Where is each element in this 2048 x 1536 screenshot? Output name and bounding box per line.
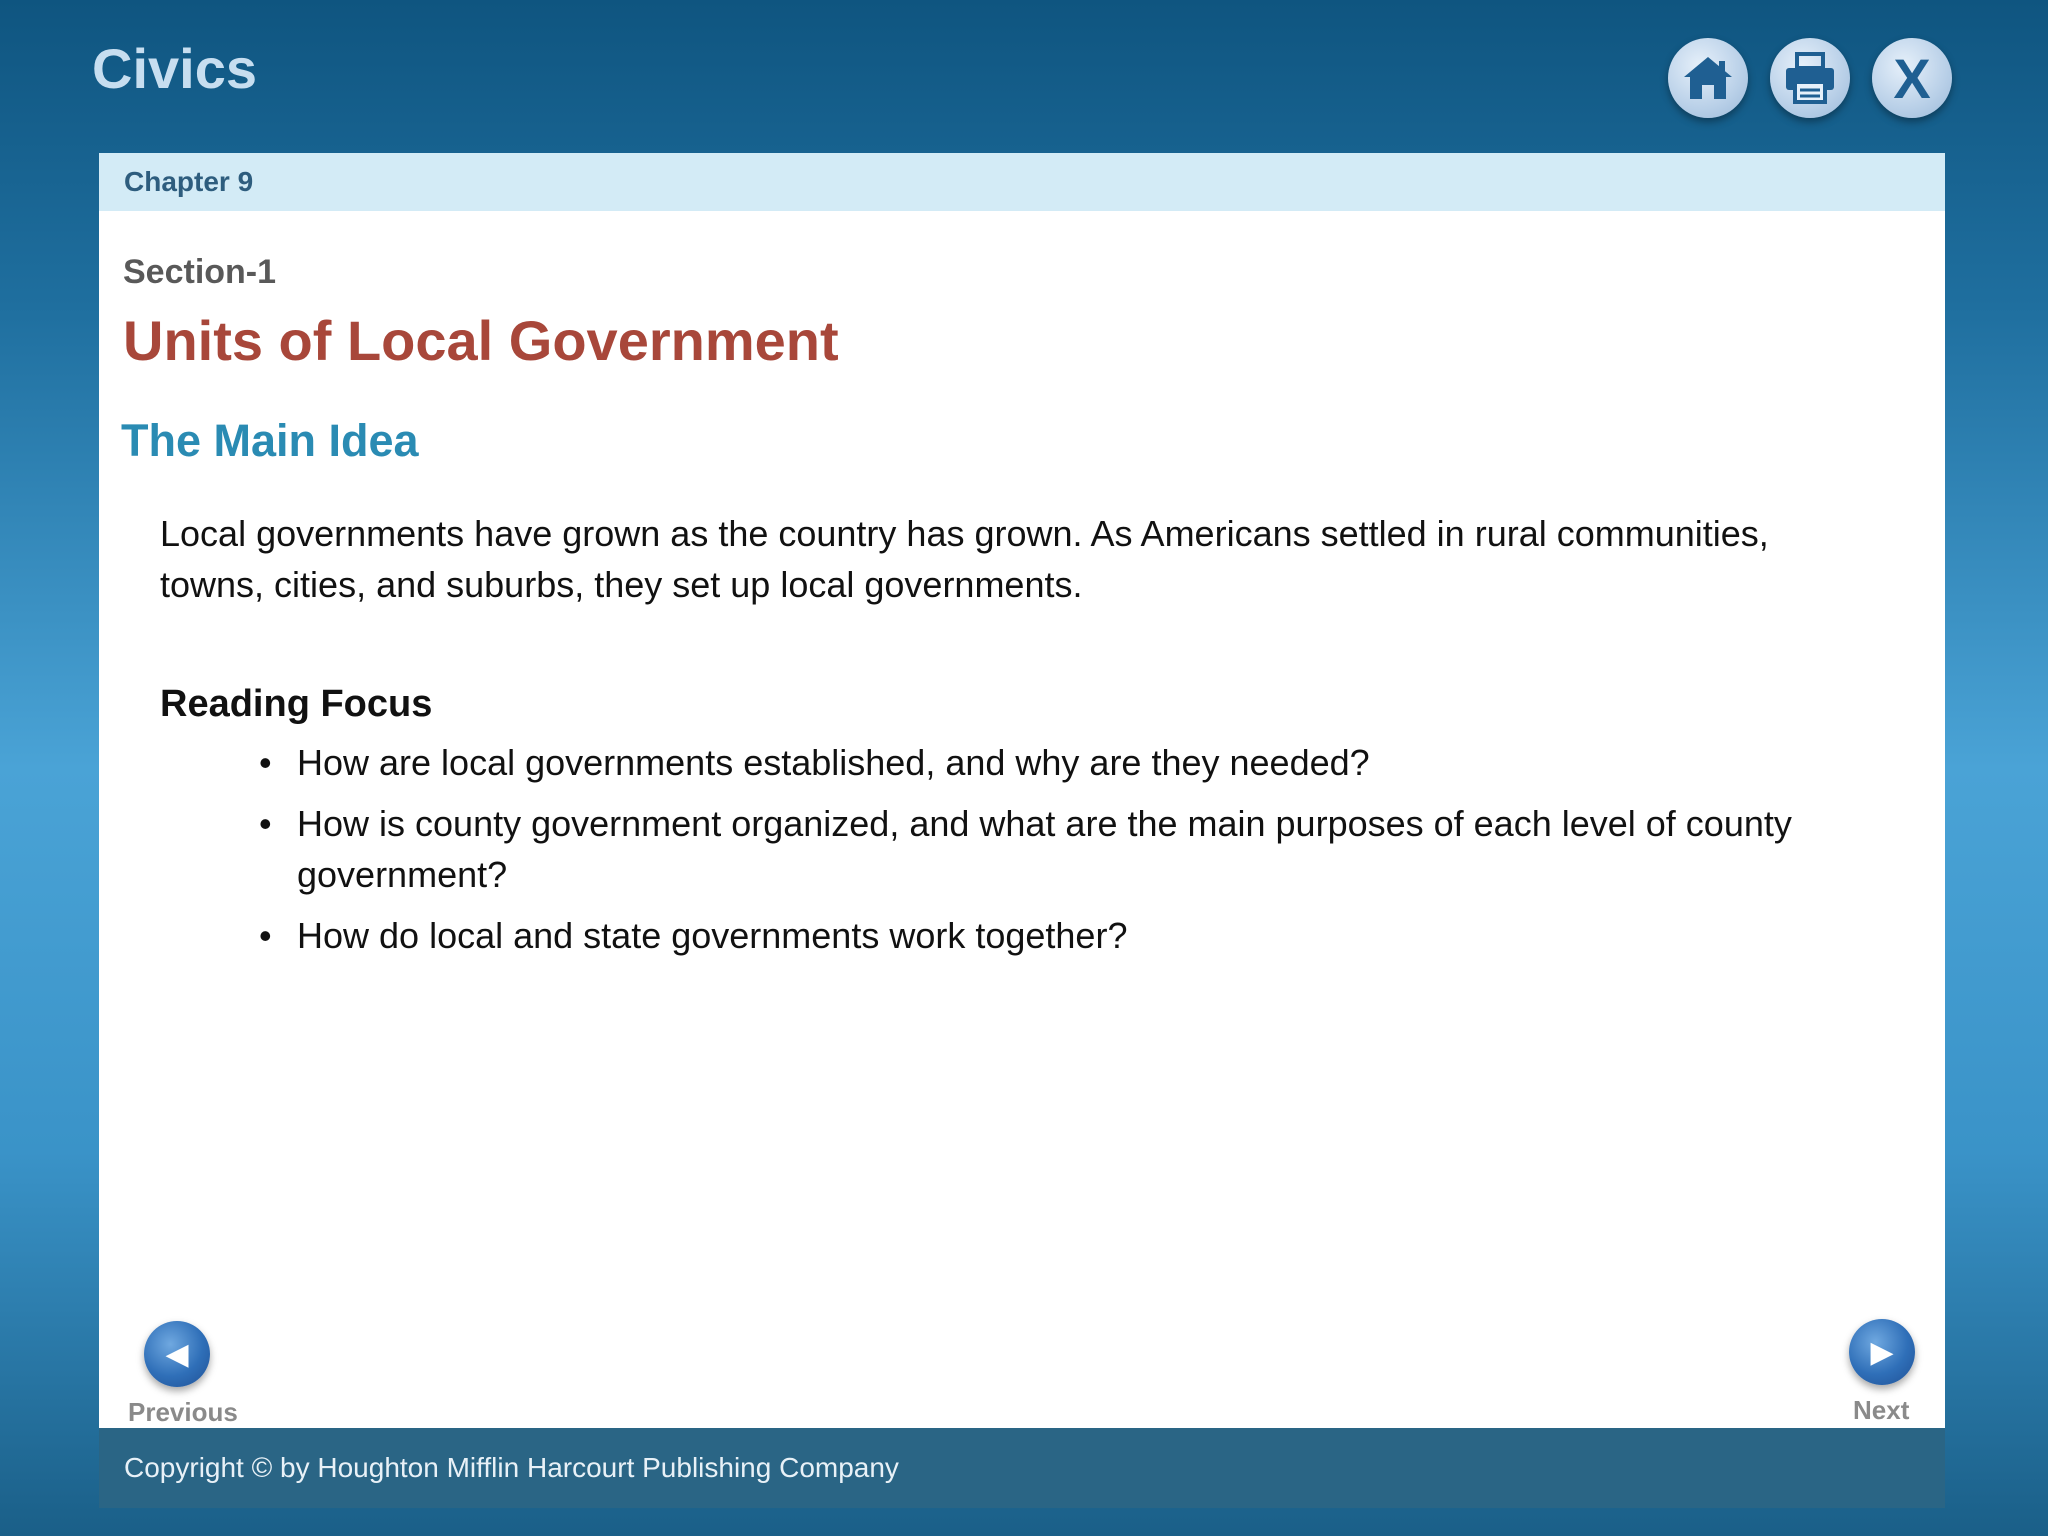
next-arrow-icon: ▶ — [1870, 1335, 1894, 1369]
next-button[interactable] — [1849, 1319, 1915, 1385]
bullet-icon: • — [259, 915, 272, 956]
next-label: Next — [1853, 1395, 1910, 1425]
main-idea-heading: The Main Idea — [121, 415, 419, 466]
chapter-bar — [99, 153, 1945, 211]
bullet-icon: • — [259, 742, 272, 783]
previous-arrow-icon: ◀ — [165, 1337, 189, 1371]
close-button[interactable] — [1872, 38, 1952, 118]
list-item — [259, 910, 1899, 961]
print-button[interactable] — [1770, 38, 1850, 118]
chapter-label: Chapter 9 — [124, 166, 254, 197]
app-title: Civics — [92, 37, 257, 100]
copyright-text: Copyright © by Houghton Mifflin Harcourt Publishing Company — [124, 1452, 899, 1483]
printer-icon — [1783, 52, 1837, 104]
home-button[interactable] — [1668, 38, 1748, 118]
list-item-text: How are local governments established, and why are they needed? — [297, 742, 1370, 783]
close-icon: X — [1893, 46, 1931, 110]
bullet-icon: • — [259, 803, 272, 844]
reading-focus-list — [259, 737, 1899, 971]
previous-button[interactable] — [144, 1321, 210, 1387]
home-icon — [1682, 53, 1734, 103]
previous-label: Previous — [128, 1397, 238, 1427]
list-item-text: How is county government organized, and what are the main purposes of each level of county government? — [297, 803, 1792, 895]
list-item-text: How do local and state governments work together? — [297, 915, 1128, 956]
main-idea-text: Local governments have grown as the country has grown. As Americans settled in rural communities, towns, cities, and suburbs, they set up local governments. — [160, 513, 1769, 605]
page-title: Units of Local Government — [123, 309, 839, 372]
list-item — [259, 798, 1899, 900]
reading-focus-heading: Reading Focus — [160, 683, 433, 725]
section-label: Section-1 — [123, 253, 277, 291]
content-panel — [99, 153, 1945, 1508]
toolbar — [1668, 38, 1952, 118]
footer — [99, 1428, 1945, 1508]
list-item — [259, 737, 1899, 788]
